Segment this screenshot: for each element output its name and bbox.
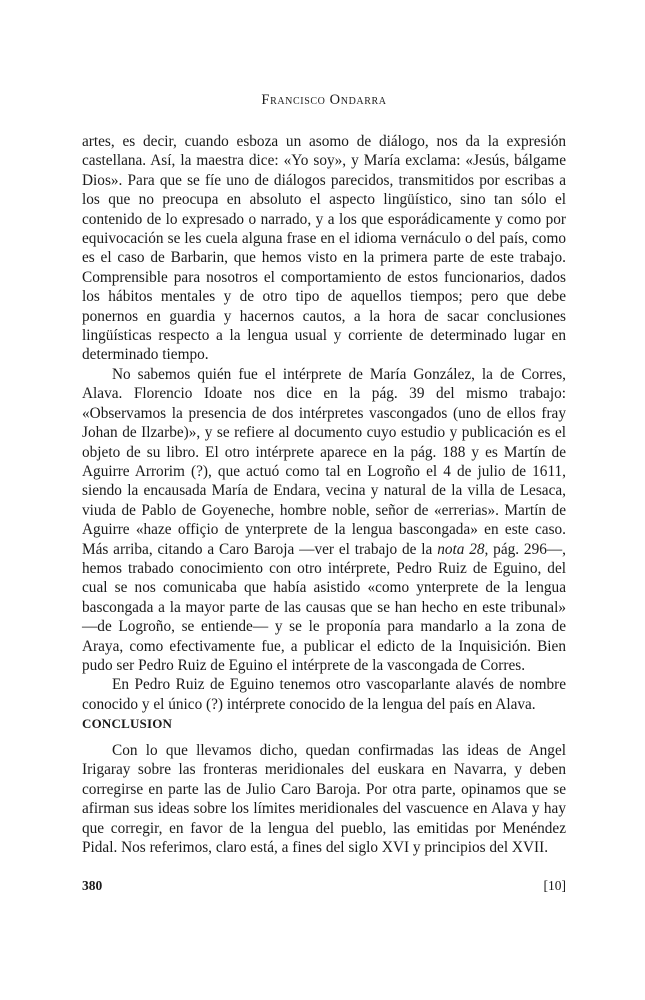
paragraph-1: artes, es decir, cuando esboza un asomo de diálogo, nos da la expresión castellana. Así, la maestra dice: «Yo soy», y María exclama: «Jesús, bálgame Dios». Para que se fíe uno de diálogos parecidos, transmitidos por escribas a los que no preocupa en absoluto el aspecto lingüístico, sino tan sólo el contenido de lo expresado o narrado, y a los que esporádicamente y como por equivocación se les cuela alguna frase en el idioma vernáculo o del país, como es el caso de Barbarin, que hemos visto en la primera parte de este trabajo. Comprensible para nosotros el comportamiento de estos funcionarios, dados los hábitos mentales y de otro tipo de aquellos tiempos; pero que debe ponernos en guardia y hacernos cautos, a la hora de sacar conclusiones lingüísticas respecto a la lengua usual y corriente de determinado lugar en determinado tiempo. xyxy=(82,133,566,364)
paragraph-2 xyxy=(82,365,566,676)
running-header: Francisco Ondarra xyxy=(261,92,387,108)
conclusion-section xyxy=(82,716,566,857)
document-page xyxy=(82,0,566,1000)
bracket-reference: [10] xyxy=(543,878,566,893)
conclusion-paragraph: Con lo que llevamos dicho, quedan confirmadas las ideas de Angel Irigaray sobre las fronteras meridionales del euskara en Navarra, y deben corregirse en parte las de Julio Caro Baroja. Por otra parte, opinamos que se afirman sus ideas sobre los límites meridionales del vascuence en Alava y hay que corregir, en favor de la lengua del pueblo, las emitidas por Menéndez Pidal. Nos referimos, claro está, a fines del siglo XVI y principios del XVII. xyxy=(82,742,566,857)
paragraph-2-text-b: pág. 296—, hemos trabado conocimiento con otro intérprete, Pedro Ruiz de Eguino, del cual se nos comunicaba que había asistido «como ynterprete de la lengua bascongada a la mayor parte de las causas que se han hecho en este tribunal» —de Logroño, se entiende— y se le proponía para mandarlo a la zona de Araya, como efectivamente fue, a publicar el edicto de la Inquisición. Bien pudo ser Pedro Ruiz de Eguino el intérprete de la vascongada de Corres. xyxy=(82,540,566,674)
section-heading: CONCLUSION xyxy=(82,716,173,731)
page-footer xyxy=(82,878,566,898)
body-text xyxy=(82,132,566,714)
paragraph-2-text-a: No sabemos quién fue el intérprete de María González, la de Corres, Alava. Florencio Idoate nos dice en la pág. 39 del mismo trabajo: «Observamos la presencia de dos intérpretes vascongados (uno de ellos fray Johan de Ilzarbe)», y se refiere al documento cuyo estudio y publicación es el objeto de su libro. El otro intérprete aparece en la pág. 188 y es Martín de Aguirre Arrorim (?), que actuó como tal en Logroño el 4 de julio de 1611, siendo la encausada María de Endara, vecina y natural de la villa de Lesaca, viuda de Pablo de Goyeneche, hombre noble, señor de «errerias». Martín de Aguirre «haze offiçio de ynterprete de la lengua bascongada» en este caso. Más arriba, citando a Caro Baroja —ver el trabajo de la xyxy=(82,365,566,558)
paragraph-3: En Pedro Ruiz de Eguino tenemos otro vascoparlante alavés de nombre conocido y el único (?) intérprete conocido de la lengua del país en Alava. xyxy=(82,676,566,713)
page-number: 380 xyxy=(82,878,103,893)
nota-reference: nota 28, xyxy=(437,540,489,558)
